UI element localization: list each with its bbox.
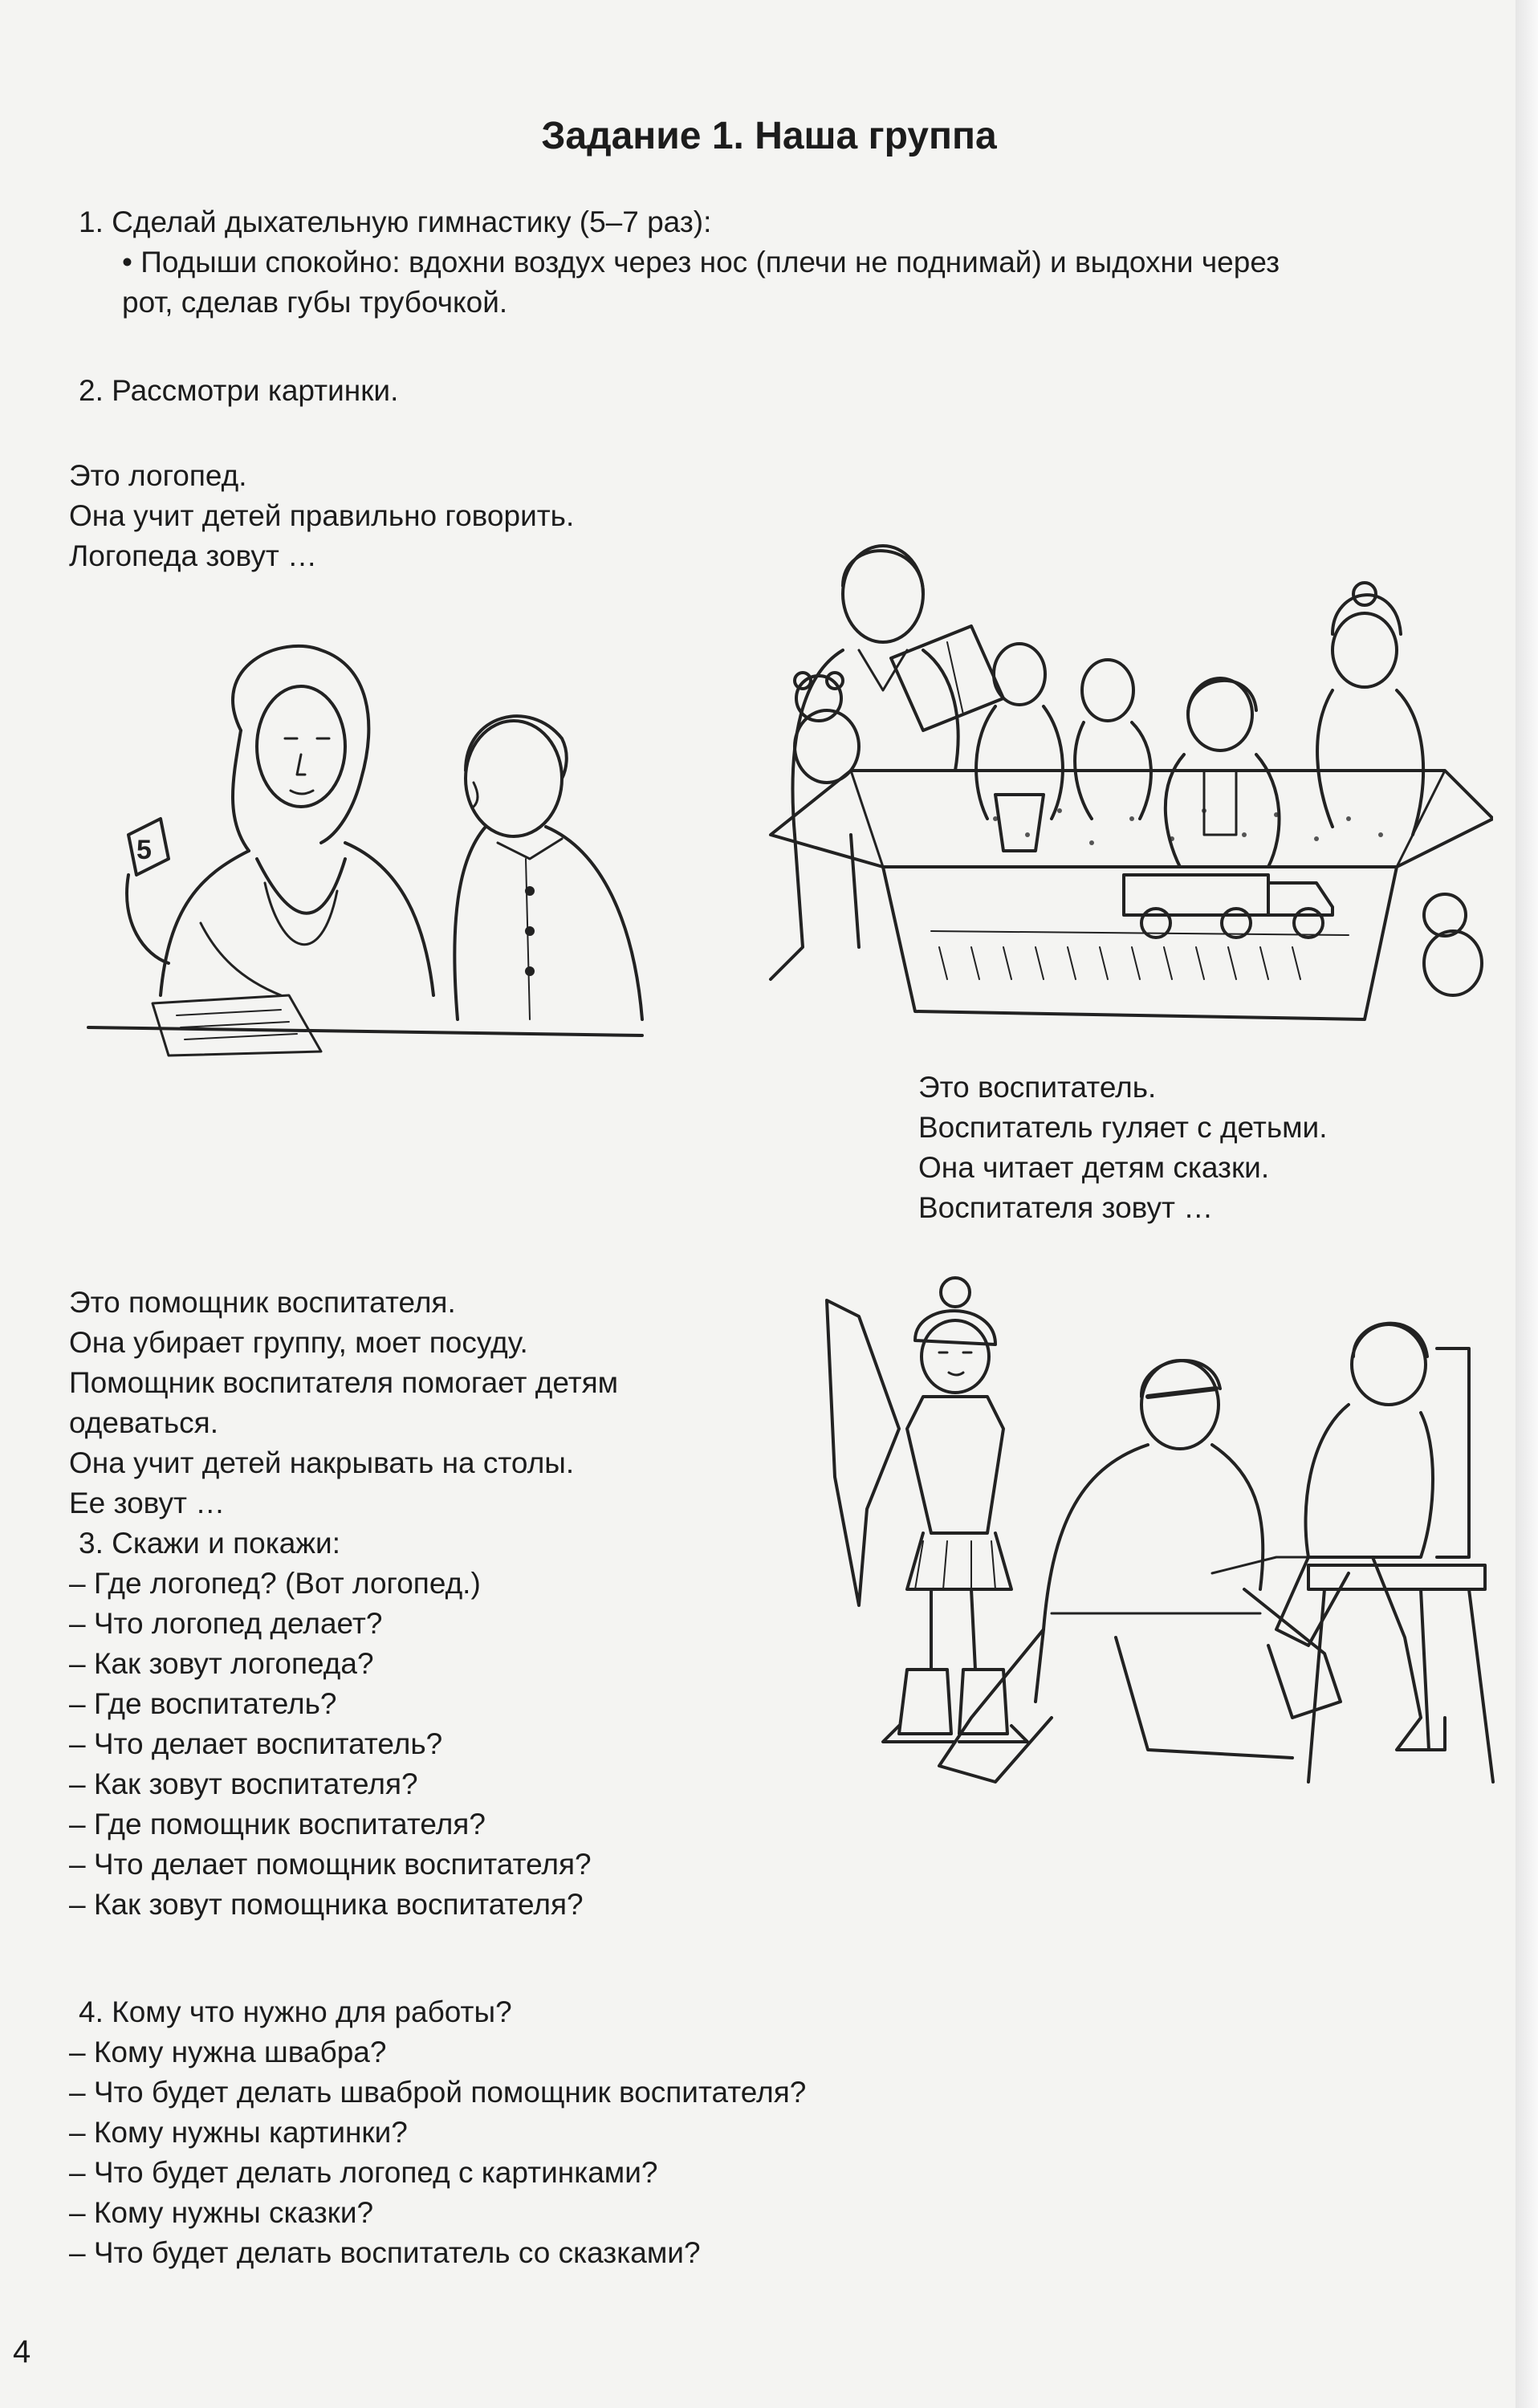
caption-line: Это логопед.: [69, 459, 247, 492]
task2-heading: 2. Рассмотри картинки.: [79, 374, 399, 407]
caption-line: Она учит детей правильно говорить.: [69, 499, 575, 532]
task1-heading: 1. Сделай дыхательную гимнастику (5–7 раз):: [79, 205, 712, 238]
caption-line: Это воспитатель.: [918, 1071, 1157, 1104]
caption-line: Воспитатель гуляет с детьми.: [918, 1111, 1328, 1144]
question-item: – Кому нужны сказки?: [69, 2196, 374, 2229]
logoped-illustration: [80, 618, 658, 1060]
task1-bullet: • Подыши спокойно: вдохни воздух через нос (плечи не поднимай) и выдохни через: [122, 246, 1280, 279]
card-digit: 5: [136, 835, 152, 865]
question-item: – Где воспитатель?: [69, 1687, 337, 1720]
task3-heading: 3. Скажи и покажи:: [79, 1527, 340, 1560]
question-item: – Что будет делать шваброй помощник воспитателя?: [69, 2076, 807, 2109]
page-title: Задание 1. Наша группа: [541, 115, 997, 157]
caption-line: Она читает детям сказки.: [918, 1151, 1270, 1184]
assistant-illustration: [811, 1268, 1501, 1830]
caption-line: Воспитателя зовут …: [918, 1191, 1214, 1224]
page-number: 4: [13, 2334, 31, 2369]
page-edge-shadow: [1516, 0, 1538, 2408]
question-item: – Кому нужны картинки?: [69, 2116, 408, 2149]
question-item: – Где помощник воспитателя?: [69, 1808, 486, 1841]
question-item: – Кому нужна швабра?: [69, 2036, 387, 2068]
educator-caption: [918, 1068, 1328, 1228]
question-item: – Что будет делать воспитатель со сказками?: [69, 2236, 701, 2269]
question-item: – Что будет делать логопед с картинками?: [69, 2156, 658, 2189]
task4-heading: 4. Кому что нужно для работы?: [79, 1995, 512, 2028]
caption-line: одеваться.: [69, 1406, 218, 1439]
question-item: – Как зовут воспитателя?: [69, 1767, 418, 1800]
task4-block: [69, 1992, 806, 2273]
caption-line: Помощник воспитателя помогает детям: [69, 1366, 619, 1399]
logoped-caption: [69, 456, 574, 576]
task1-bullet-cont: рот, сделав губы трубочкой.: [122, 286, 508, 319]
question-item: – Как зовут логопеда?: [69, 1647, 374, 1680]
question-item: – Где логопед? (Вот логопед.): [69, 1567, 481, 1600]
caption-line: Она убирает группу, моет посуду.: [69, 1326, 528, 1359]
question-item: – Как зовут помощника воспитателя?: [69, 1888, 584, 1921]
educator-illustration: [755, 530, 1493, 1043]
assistant-caption: [69, 1283, 618, 1523]
caption-line: Ее зовут …: [69, 1487, 226, 1519]
caption-line: Она учит детей накрывать на столы.: [69, 1446, 575, 1479]
caption-line: Логопеда зовут …: [69, 539, 318, 572]
question-item: – Что делает воспитатель?: [69, 1727, 443, 1760]
task3-block: [69, 1523, 592, 1925]
caption-line: Это помощник воспитателя.: [69, 1286, 456, 1319]
question-item: – Что делает помощник воспитателя?: [69, 1848, 592, 1881]
question-item: – Что логопед делает?: [69, 1607, 383, 1640]
